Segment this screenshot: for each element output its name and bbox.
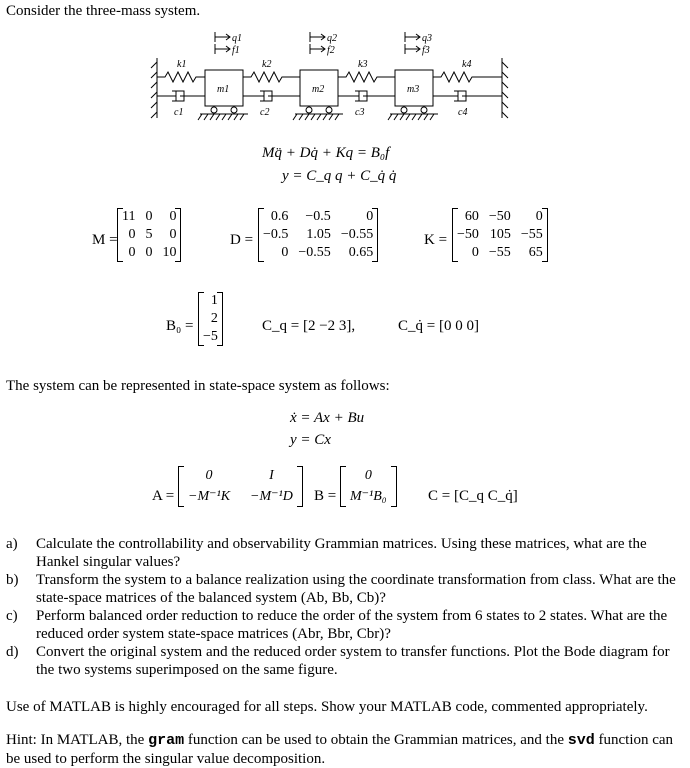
matrix-cell: 1.05 [306, 227, 331, 242]
ss-state-eq: ẋ = Ax + Bu [290, 410, 365, 426]
c3-label: c3 [355, 107, 365, 118]
C-text: C = [C_q C_q̇] [428, 488, 518, 504]
D-matrix [258, 208, 378, 262]
matrix-row [117, 208, 181, 226]
m2-label: m2 [312, 84, 325, 95]
matrix-cell: 0 [145, 209, 153, 224]
matrix-row [452, 208, 548, 226]
matrix-cell: M⁻¹B₀ [350, 489, 387, 504]
matrix-row [258, 244, 378, 262]
matrix-cell: −50 [488, 209, 511, 224]
hint: Hint: In MATLAB, the gram function can be used to obtain the Grammian matrices, and the svd function can be used to perform the singular value decomposition. [6, 732, 674, 767]
K-matrix [452, 208, 548, 262]
matrix-cell: 0 [169, 209, 177, 224]
M-matrix [117, 208, 181, 262]
c2-label: c2 [260, 107, 270, 118]
A-label: A = [152, 488, 175, 504]
matrix-row [452, 226, 548, 244]
matrix-cell: 0 [366, 209, 374, 224]
matrix-cell: 0 [128, 245, 136, 260]
k4-label: k4 [462, 59, 472, 70]
matrix-cell: −0.55 [340, 227, 374, 242]
matrix-cell: 65 [528, 245, 543, 260]
matrix-row [117, 226, 181, 244]
matrix-cell: 0 [471, 245, 479, 260]
matrix-cell: 0 [281, 245, 289, 260]
M-label: M = [92, 232, 118, 248]
matrix-cell: 0 [364, 468, 372, 483]
matrix-cell: −M⁻¹D [250, 489, 293, 504]
matrix-cell: I [269, 468, 274, 483]
matlab-note: Use of MATLAB is highly encouraged for all steps. Show your MATLAB code, commented appropriately. [6, 699, 648, 715]
c4-label: c4 [458, 107, 468, 118]
ss-output-eq: y = Cx [290, 432, 331, 448]
D-label: D = [230, 232, 254, 248]
Cqdot-text: C_q̇ = [0 0 0] [398, 318, 479, 334]
equation-output: y = C_q q + C_q̇ q̇ [282, 168, 397, 184]
question-b: b) Transform the system to a balance realization using the coordinate transformation from class. What are the state-space matrices of the balanced system (Ab, Bb, Cb)? [6, 572, 676, 606]
A-matrix [178, 466, 303, 507]
matrix-cell: 0.6 [270, 209, 289, 224]
matrix-row [178, 486, 303, 507]
matrix-cell: 0 [535, 209, 543, 224]
matrix-cell: 5 [145, 227, 153, 242]
k3-label: k3 [358, 59, 368, 70]
question-a: a) Calculate the controllability and observability Grammian matrices. Using these matrices, what are the Hankel singular values? [6, 536, 647, 570]
matrix-cell: 11 [122, 209, 136, 224]
question-d: d) Convert the original system and the reduced order system to transfer functions. Plot the Bode diagram for the two systems superimposed on the same figure. [6, 644, 670, 678]
matrix-cell: −0.5 [263, 227, 289, 242]
m1-label: m1 [217, 84, 230, 95]
c1-label: c1 [174, 107, 184, 118]
matrix-cell: −5 [203, 329, 218, 344]
matrix-cell: 105 [489, 227, 511, 242]
B-label: B = [314, 488, 337, 504]
B0-label: B₀ = [166, 318, 194, 334]
three-mass-diagram [140, 30, 520, 130]
intro-text: Consider the three-mass system. [6, 3, 201, 19]
f3-label: f3 [422, 45, 430, 56]
matrix-cell: −0.55 [298, 245, 331, 260]
f1-label: f1 [232, 45, 240, 56]
m3-label: m3 [407, 84, 420, 95]
B0-matrix [198, 292, 223, 346]
svd-code: svd [567, 732, 595, 749]
q1-label: q1 [232, 33, 242, 44]
matrix-cell: 0 [128, 227, 136, 242]
matrix-cell: 1 [210, 293, 218, 308]
K-label: K = [424, 232, 448, 248]
B-matrix [340, 466, 397, 507]
k2-label: k2 [262, 59, 272, 70]
gram-code: gram [148, 732, 185, 749]
matrix-row [258, 226, 378, 244]
matrix-cell: −0.5 [305, 209, 331, 224]
matrix-cell: −55 [488, 245, 511, 260]
matrix-cell: 0 [205, 468, 213, 483]
q3-label: q3 [422, 33, 432, 44]
matrix-cell: 10 [162, 245, 177, 260]
matrix-cell: −M⁻¹K [188, 489, 231, 504]
matrix-row [340, 466, 397, 486]
ss-intro: The system can be represented in state-space system as follows: [6, 378, 390, 394]
equation-motion: Mq̈ + Dq̇ + Kq = B₀f [262, 145, 390, 161]
matrix-cell: 60 [464, 209, 479, 224]
matrix-row [178, 466, 303, 486]
f2-label: f2 [327, 45, 335, 56]
matrix-cell: 0.65 [348, 245, 374, 260]
question-list [6, 535, 684, 679]
matrix-cell: 0 [169, 227, 177, 242]
matrix-cell: 0 [145, 245, 153, 260]
matrix-cell: 2 [210, 311, 218, 326]
matrix-row [452, 244, 548, 262]
Cq-text: C_q = [2 −2 3], [262, 318, 356, 334]
q2-label: q2 [327, 33, 337, 44]
question-c: c) Perform balanced order reduction to reduce the order of the system from 6 states to 2 states. What are the reduced order system state-space matrices (Abr, Bbr, Cbr)? [6, 608, 668, 642]
k1-label: k1 [177, 59, 187, 70]
matrix-row [340, 486, 397, 507]
matrix-row [258, 208, 378, 226]
matrix-cell: −50 [457, 227, 479, 242]
matrix-row [117, 244, 181, 262]
matrix-cell: −55 [520, 227, 543, 242]
